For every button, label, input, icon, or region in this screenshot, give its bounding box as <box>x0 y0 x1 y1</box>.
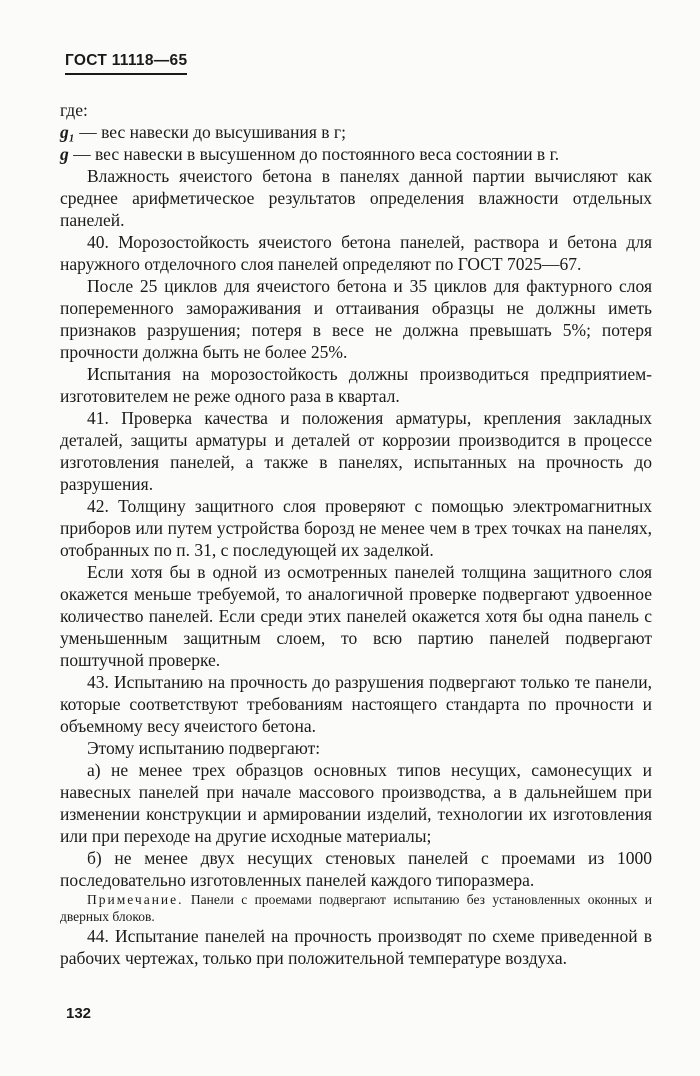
paragraph-cycles: После 25 циклов для ячеистого бетона и 35 циклов для фактурного слоя попеременного замораживания и оттаивания образцы не должны иметь признаков разрушения; потеря в весе не должна превышать 5%; потеря прочности должна быть не более 25%. <box>60 276 652 362</box>
paragraph-40: 40. Морозостойкость ячеистого бетона панелей, раствора и бетона для наружного отделочного слоя панелей определяют по ГОСТ 7025—67. <box>60 232 652 274</box>
note-label: Примечание. <box>87 892 184 907</box>
list-item-a: а) не менее трех образцов основных типов несущих, самонесущих и навесных панелей при начале массового производства, а в дальнейшем при изменении конструкции и армировании изделий, технологии их изготовления или при переходе на другие исходные материалы; <box>60 760 652 846</box>
paragraph-43: 43. Испытанию на прочность до разрушения подвергают только те панели, которые соответствуют требованиям настоящего стандарта по прочности и объемному весу ячеистого бетона. <box>60 672 652 736</box>
list-item-b: б) не менее двух несущих стеновых панелей с проемами из 1000 последовательно изготовленных панелей каждого типоразмера. <box>60 848 652 890</box>
definition-g1 <box>60 121 652 143</box>
definition-g1-text: — вес навески до высушивания в г; <box>74 122 346 142</box>
definition-g <box>60 143 652 165</box>
definition-g-text: — вес навески в высушенном до постоянного веса состоянии в г. <box>68 144 560 164</box>
paragraph-44: 44. Испытание панелей на прочность производят по схеме приведенной в рабочих чертежах, только при положительной температуре воздуха. <box>60 926 652 968</box>
symbol-g1: g₁ <box>60 122 75 142</box>
standard-header: ГОСТ 11118—65 <box>65 52 187 75</box>
document-body <box>60 99 652 969</box>
paragraph-42: 42. Толщину защитного слоя проверяют с помощью электромагнитных приборов или путем устройства борозд не менее чем в трех точках на панелях, отобранных по п. 31, с последующей их заделкой. <box>60 496 652 560</box>
paragraph-frost-test: Испытания на морозостойкость должны производиться предприятием-изготовителем не реже одного раза в квартал. <box>60 364 652 406</box>
page-number: 132 <box>66 1005 92 1022</box>
paragraph-cover-check: Если хотя бы в одной из осмотренных панелей толщина защитного слоя окажется меньше требуемой, то аналогичной проверке подвергают удвоенное количество панелей. Если среди этих панелей окажется хотя бы одна панель с уменьшенным защитным слоем, то всю партию панелей подвергают поштучной проверке. <box>60 562 652 670</box>
symbol-g: g <box>60 144 69 164</box>
paragraph-test-subject: Этому испытанию подвергают: <box>87 738 321 758</box>
note-text: Панели с проемами подвергают испытанию без установленных оконных и дверных блоков. <box>60 892 652 924</box>
paragraph-41: 41. Проверка качества и положения арматуры, крепления закладных деталей, защиты арматуры и деталей от коррозии производится в процессе изготовления панелей, а также в панелях, испытанных на прочность до разрушения. <box>60 408 652 494</box>
paragraph-moisture: Влажность ячеистого бетона в панелях данной партии вычисляют как среднее арифметическое результатов определения влажности отдельных панелей. <box>60 166 652 230</box>
note <box>60 891 652 925</box>
where-label: где: <box>60 100 88 120</box>
document-page <box>60 52 652 969</box>
